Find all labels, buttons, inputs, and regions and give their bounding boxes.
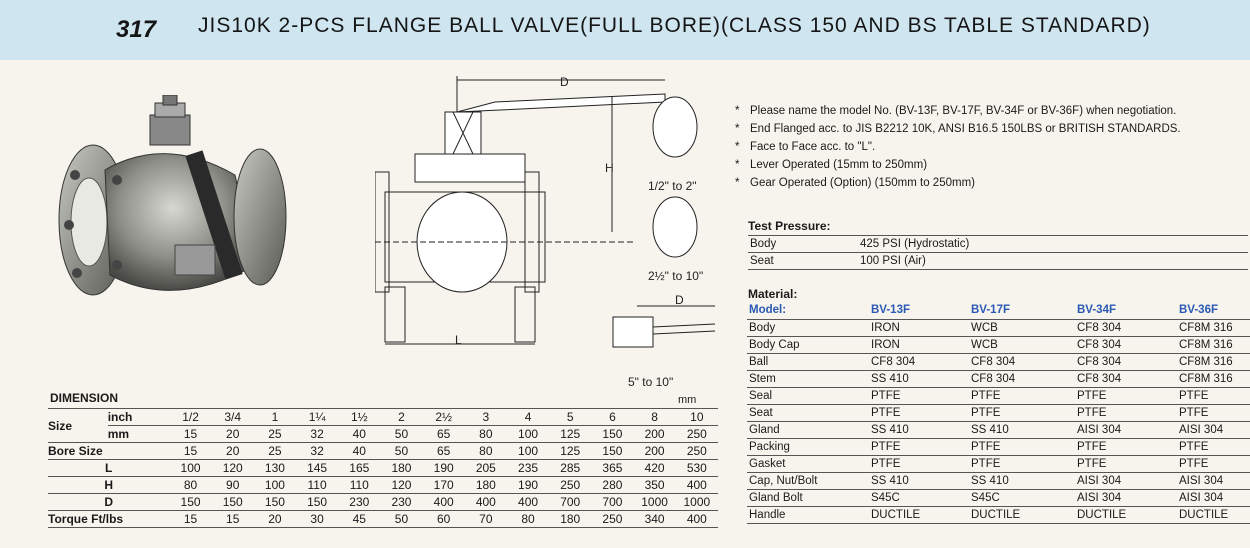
dim-row-label: D — [48, 494, 169, 511]
note-bullet: * — [735, 177, 740, 189]
inch-label: inch — [108, 409, 170, 426]
dim-cell: 1¼ — [296, 409, 338, 426]
table-row — [747, 370, 1250, 387]
dim-cell: 130 — [254, 460, 296, 477]
dim-cell: 45 — [338, 511, 380, 528]
dim-label-d2: D — [675, 293, 684, 307]
dim-cell: 250 — [591, 511, 633, 528]
material-cell: DUCTILE — [1165, 506, 1250, 523]
table-row — [748, 236, 1248, 253]
dim-cell: 80 — [465, 443, 507, 460]
note-text: Lever Operated (15mm to 250mm) — [750, 159, 928, 171]
dim-cell: 25 — [254, 426, 296, 443]
material-part: Cap, Nut/Bolt — [747, 472, 859, 489]
table-row — [48, 426, 718, 443]
dim-cell: 150 — [591, 443, 633, 460]
dim-cell: 20 — [212, 443, 254, 460]
dim-cell: 230 — [338, 494, 380, 511]
dim-cell: 190 — [507, 477, 549, 494]
material-cell: SS 410 — [859, 370, 961, 387]
note-bullet: * — [735, 123, 740, 135]
dim-cell: 40 — [338, 426, 380, 443]
material-part: Ball — [747, 353, 859, 370]
dim-cell: 420 — [634, 460, 676, 477]
material-cell: AISI 304 — [1063, 421, 1165, 438]
dim-cell: 150 — [591, 426, 633, 443]
table-row — [747, 489, 1250, 506]
material-cell: CF8 304 — [1063, 336, 1165, 353]
material-cell: S45C — [961, 489, 1063, 506]
test-pressure-title: Test Pressure: — [748, 219, 831, 233]
material-cell: S45C — [859, 489, 961, 506]
dim-cell: 400 — [507, 494, 549, 511]
material-cell: AISI 304 — [1063, 472, 1165, 489]
dim-cell: 20 — [254, 511, 296, 528]
material-cell: PTFE — [859, 387, 961, 404]
note-bullet: * — [735, 159, 740, 171]
dim-cell: 20 — [212, 426, 254, 443]
dim-cell: 190 — [423, 460, 465, 477]
material-part: Gasket — [747, 455, 859, 472]
table-row — [747, 319, 1250, 336]
dim-cell: 170 — [423, 477, 465, 494]
material-part: Gland — [747, 421, 859, 438]
dim-cell: 1000 — [676, 494, 718, 511]
dimension-table — [48, 408, 718, 528]
material-cell: PTFE — [961, 438, 1063, 455]
valve-photo — [55, 95, 295, 325]
material-cell: CF8 304 — [1063, 319, 1165, 336]
dim-cell: 1 — [254, 409, 296, 426]
table-row — [747, 455, 1250, 472]
note-text: Face to Face acc. to "L". — [750, 141, 876, 153]
dim-cell: 50 — [380, 443, 422, 460]
table-row — [747, 438, 1250, 455]
column-header: BV-34F — [1063, 302, 1165, 319]
dim-cell: 120 — [380, 477, 422, 494]
dim-cell: 1½ — [338, 409, 380, 426]
note-bullet: * — [735, 105, 740, 117]
dim-cell: 230 — [380, 494, 422, 511]
dim-cell: 65 — [423, 443, 465, 460]
mm-label: mm — [108, 426, 170, 443]
column-header: BV-17F — [961, 302, 1063, 319]
header-band — [0, 0, 1250, 60]
table-row — [48, 460, 718, 477]
material-cell: WCB — [961, 319, 1063, 336]
range-label-1: 1/2" to 2" — [648, 179, 697, 193]
dim-cell: 25 — [254, 443, 296, 460]
dim-cell: 80 — [169, 477, 211, 494]
material-cell: CF8 304 — [859, 353, 961, 370]
material-cell: PTFE — [859, 455, 961, 472]
table-row — [747, 353, 1250, 370]
dim-label-d: D — [560, 75, 569, 89]
dim-cell: 150 — [296, 494, 338, 511]
material-cell: CF8M 316 — [1165, 319, 1250, 336]
material-cell: PTFE — [961, 387, 1063, 404]
test-pressure-table — [748, 235, 1248, 270]
dim-cell: 6 — [591, 409, 633, 426]
dim-cell: 15 — [169, 511, 211, 528]
dim-cell: 180 — [380, 460, 422, 477]
note-item — [735, 138, 1181, 156]
dim-cell: 60 — [423, 511, 465, 528]
material-title: Material: — [748, 287, 798, 301]
material-cell: PTFE — [859, 438, 961, 455]
material-cell: PTFE — [1063, 438, 1165, 455]
material-cell: AISI 304 — [1063, 489, 1165, 506]
dim-cell: 200 — [634, 443, 676, 460]
table-row — [747, 336, 1250, 353]
note-text: End Flanged acc. to JIS B2212 10K, ANSI B16.5 150LBS or BRITISH STANDARDS. — [750, 123, 1181, 135]
material-part: Seat — [747, 404, 859, 421]
dim-cell: 280 — [591, 477, 633, 494]
table-row — [747, 421, 1250, 438]
material-cell: CF8 304 — [1063, 370, 1165, 387]
dimension-title: DIMENSION — [50, 391, 119, 405]
dim-cell: 150 — [254, 494, 296, 511]
material-cell: PTFE — [1165, 455, 1250, 472]
material-part: Seal — [747, 387, 859, 404]
dim-cell: 2½ — [423, 409, 465, 426]
table-row — [747, 404, 1250, 421]
material-cell: DUCTILE — [1063, 506, 1165, 523]
dim-cell: 5 — [549, 409, 591, 426]
dim-cell: 110 — [296, 477, 338, 494]
note-text: Gear Operated (Option) (150mm to 250mm) — [750, 177, 975, 189]
table-row — [747, 387, 1250, 404]
table-row — [48, 443, 718, 460]
dim-cell: 235 — [507, 460, 549, 477]
range-label-2: 2½" to 10" — [648, 269, 704, 283]
dim-row-label: Torque Ft/lbs — [48, 511, 169, 528]
dim-cell: 285 — [549, 460, 591, 477]
dim-cell: 10 — [676, 409, 718, 426]
material-cell: CF8 304 — [1063, 353, 1165, 370]
material-cell: PTFE — [961, 404, 1063, 421]
column-header: BV-13F — [859, 302, 961, 319]
material-cell: PTFE — [961, 455, 1063, 472]
dim-cell: 15 — [169, 443, 211, 460]
dim-cell: 15 — [169, 426, 211, 443]
dim-cell: 80 — [507, 511, 549, 528]
table-row — [748, 253, 1248, 270]
dim-cell: 120 — [212, 460, 254, 477]
dim-cell: 125 — [549, 443, 591, 460]
dim-cell: 165 — [338, 460, 380, 477]
dim-cell: 145 — [296, 460, 338, 477]
table-row — [48, 511, 718, 528]
material-cell: IRON — [859, 319, 961, 336]
dim-cell: 250 — [676, 426, 718, 443]
dim-cell: 100 — [507, 426, 549, 443]
dim-cell: 70 — [465, 511, 507, 528]
material-cell: DUCTILE — [859, 506, 961, 523]
page-title: JIS10K 2-PCS FLANGE BALL VALVE(FULL BORE)(CLASS 150 AND BS TABLE STANDARD) — [198, 14, 1151, 37]
dim-cell: 1000 — [634, 494, 676, 511]
material-cell: AISI 304 — [1165, 472, 1250, 489]
material-cell: PTFE — [1165, 404, 1250, 421]
material-cell: SS 410 — [859, 472, 961, 489]
dim-cell: 100 — [254, 477, 296, 494]
dim-cell: 125 — [549, 426, 591, 443]
dim-cell: 400 — [465, 494, 507, 511]
dim-cell: 530 — [676, 460, 718, 477]
dim-label-l: L — [455, 333, 462, 347]
range-label-3: 5" to 10" — [628, 375, 674, 389]
material-part: Packing — [747, 438, 859, 455]
tp-label: Body — [748, 236, 858, 253]
dim-cell: 3 — [465, 409, 507, 426]
dim-cell: 700 — [591, 494, 633, 511]
dim-row-label: Bore Size — [48, 443, 169, 460]
table-row — [747, 472, 1250, 489]
dimension-unit: mm — [678, 394, 697, 406]
dim-cell: 150 — [212, 494, 254, 511]
dim-cell: 40 — [338, 443, 380, 460]
column-header: Model: — [747, 302, 859, 319]
dim-cell: 80 — [465, 426, 507, 443]
dim-cell: 205 — [465, 460, 507, 477]
dim-cell: 340 — [634, 511, 676, 528]
material-cell: CF8M 316 — [1165, 336, 1250, 353]
material-cell: CF8M 316 — [1165, 370, 1250, 387]
note-item — [735, 120, 1181, 138]
size-label: Size — [48, 409, 108, 443]
material-cell: WCB — [961, 336, 1063, 353]
material-part: Body Cap — [747, 336, 859, 353]
material-cell: SS 410 — [859, 421, 961, 438]
material-cell: PTFE — [1165, 438, 1250, 455]
material-cell: SS 410 — [961, 421, 1063, 438]
dim-cell: 100 — [507, 443, 549, 460]
dim-row-label: H — [48, 477, 169, 494]
valve-drawing — [375, 72, 725, 402]
dim-cell: 180 — [465, 477, 507, 494]
dim-cell: 100 — [169, 460, 211, 477]
dim-cell: 4 — [507, 409, 549, 426]
note-bullet: * — [735, 141, 740, 153]
dim-cell: 400 — [676, 511, 718, 528]
dim-row-label: L — [48, 460, 169, 477]
dim-cell: 110 — [338, 477, 380, 494]
tp-value: 425 PSI (Hydrostatic) — [858, 236, 1248, 253]
note-item — [735, 156, 1181, 174]
dim-cell: 365 — [591, 460, 633, 477]
dim-cell: 50 — [380, 426, 422, 443]
material-cell: PTFE — [859, 404, 961, 421]
dim-cell: 30 — [296, 511, 338, 528]
note-text: Please name the model No. (BV-13F, BV-17F, BV-34F or BV-36F) when negotiation. — [750, 105, 1177, 117]
material-part: Body — [747, 319, 859, 336]
dim-cell: 150 — [169, 494, 211, 511]
table-row — [48, 409, 718, 426]
dim-cell: 700 — [549, 494, 591, 511]
dim-cell: 15 — [212, 511, 254, 528]
dim-cell: 400 — [676, 477, 718, 494]
dim-cell: 90 — [212, 477, 254, 494]
material-cell: PTFE — [1165, 387, 1250, 404]
material-table — [747, 302, 1250, 524]
material-cell: CF8M 316 — [1165, 353, 1250, 370]
material-part: Gland Bolt — [747, 489, 859, 506]
table-header-row — [747, 302, 1250, 319]
table-row — [48, 477, 718, 494]
dim-cell: 32 — [296, 443, 338, 460]
material-cell: PTFE — [1063, 404, 1165, 421]
material-cell: CF8 304 — [961, 353, 1063, 370]
material-cell: PTFE — [1063, 387, 1165, 404]
dim-cell: 32 — [296, 426, 338, 443]
dim-cell: 350 — [634, 477, 676, 494]
notes-list — [735, 102, 1181, 192]
dim-cell: 250 — [549, 477, 591, 494]
material-cell: AISI 304 — [1165, 421, 1250, 438]
tp-value: 100 PSI (Air) — [858, 253, 1248, 270]
column-header: BV-36F — [1165, 302, 1250, 319]
material-cell: DUCTILE — [961, 506, 1063, 523]
material-cell: CF8 304 — [961, 370, 1063, 387]
dim-cell: 3/4 — [212, 409, 254, 426]
dim-cell: 65 — [423, 426, 465, 443]
dim-cell: 50 — [380, 511, 422, 528]
material-cell: PTFE — [1063, 455, 1165, 472]
note-item — [735, 174, 1181, 192]
material-cell: SS 410 — [961, 472, 1063, 489]
page-number: 317 — [116, 16, 157, 43]
dim-cell: 8 — [634, 409, 676, 426]
material-part: Handle — [747, 506, 859, 523]
table-row — [747, 506, 1250, 523]
material-part: Stem — [747, 370, 859, 387]
table-row — [48, 494, 718, 511]
material-cell: IRON — [859, 336, 961, 353]
dim-cell: 1/2 — [169, 409, 211, 426]
dim-cell: 200 — [634, 426, 676, 443]
material-cell: AISI 304 — [1165, 489, 1250, 506]
dim-cell: 180 — [549, 511, 591, 528]
dim-label-h: H — [605, 161, 614, 175]
dim-cell: 2 — [380, 409, 422, 426]
tp-label: Seat — [748, 253, 858, 270]
dim-cell: 400 — [423, 494, 465, 511]
dim-cell: 250 — [676, 443, 718, 460]
note-item — [735, 102, 1181, 120]
